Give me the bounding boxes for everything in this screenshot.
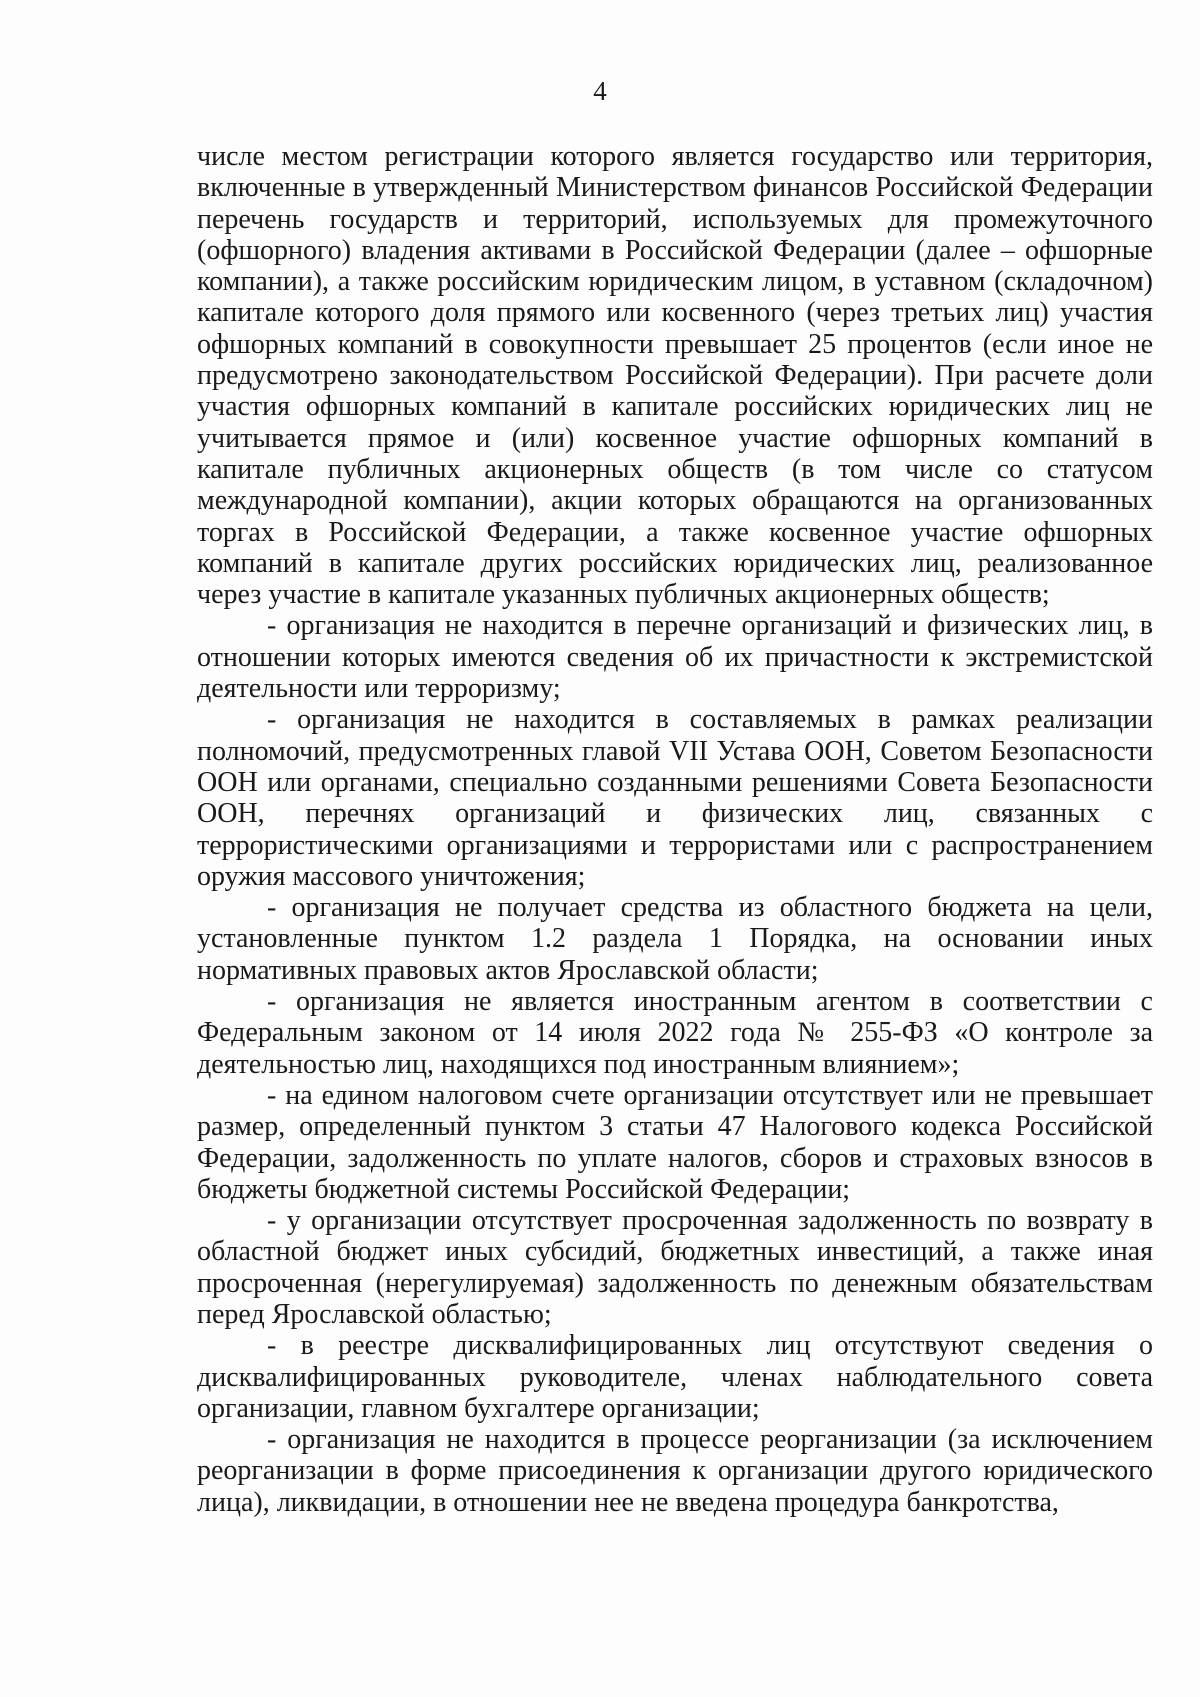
paragraph-reorganization: - организация не находится в процессе реорганизации (за исключением реорганизации в форме присоединения к организации другого юридического лица), ликвидации, в отношении нее не введена процедура банкротства, xyxy=(197,1424,1153,1518)
paragraph-un-sanctions-list: - организация не находится в составляемых в рамках реализации полномочий, предусмотренных главой VII Устава ООН, Советом Безопасности ООН или органами, специально созданными решениями Совета Безопасности ООН, перечнях организаций и физических лиц, связанных с террористическими организациями и террористами или с распространением оружия массового уничтожения; xyxy=(197,704,1153,892)
paragraph-foreign-agent: - организация не является иностранным агентом в соответствии с Федеральным законом от 14 июля 2022 года № 255-ФЗ «О контроле за деятельностью лиц, находящихся под иностранным влиянием»; xyxy=(197,986,1153,1080)
page-number: 4 xyxy=(593,76,607,106)
paragraph-extremism-list: - организация не находится в перечне организаций и физических лиц, в отношении которых имеются сведения об их причастности к экстремистской деятельности или терроризму; xyxy=(197,610,1153,705)
paragraph-tax-debt: - на едином налоговом счете организации отсутствует или не превышает размер, определенный пунктом 3 статьи 47 Налогового кодекса Российской Федерации, задолженность по уплате налогов, сборов и страховых взносов в бюджеты бюджетной системы Российской Федерации; xyxy=(197,1079,1153,1205)
paragraph-budget-funds: - организация не получает средства из областного бюджета на цели, установленные пунктом 1.2 раздела 1 Порядка, на основании иных нормативных правовых актов Ярославской области; xyxy=(197,892,1153,986)
paragraph-disqualified-persons: - в реестре дисквалифицированных лиц отсутствуют сведения о дисквалифицированных руководителе, членах наблюдательного совета организации, главном бухгалтере организации; xyxy=(197,1330,1153,1424)
paragraph-offshore-continuation: числе местом регистрации которого является государство или территория, включенные в утвержденный Министерством финансов Российской Федерации перечень государств и территорий, используемых для промежуточного (офшорного) владения активами в Российской Федерации (далее – офшорные компании), а также российским юридическим лицом, в уставном (складочном) капитале которого доля прямого или косвенного (через третьих лиц) участия офшорных компаний в совокупности превышает 25 процентов (если иное не предусмотрено законодательством Российской Федерации). При расчете доли участия офшорных компаний в капитале российских юридических лиц не учитывается прямое и (или) косвенное участие офшорных компаний в капитале публичных акционерных обществ (в том числе со статусом международной компании), акции которых обращаются на организованных торгах в Российской Федерации, а также косвенное участие офшорных компаний в капитале других российских юридических лиц, реализованное через участие в капитале указанных публичных акционерных обществ; xyxy=(197,141,1153,611)
paragraph-overdue-debt: - у организации отсутствует просроченная задолженность по возврату в областной бюджет иных субсидий, бюджетных инвестиций, а также иная просроченная (нерегулируемая) задолженность по денежным обязательствам перед Ярославской областью; xyxy=(197,1205,1153,1330)
document-body xyxy=(197,141,1153,1518)
